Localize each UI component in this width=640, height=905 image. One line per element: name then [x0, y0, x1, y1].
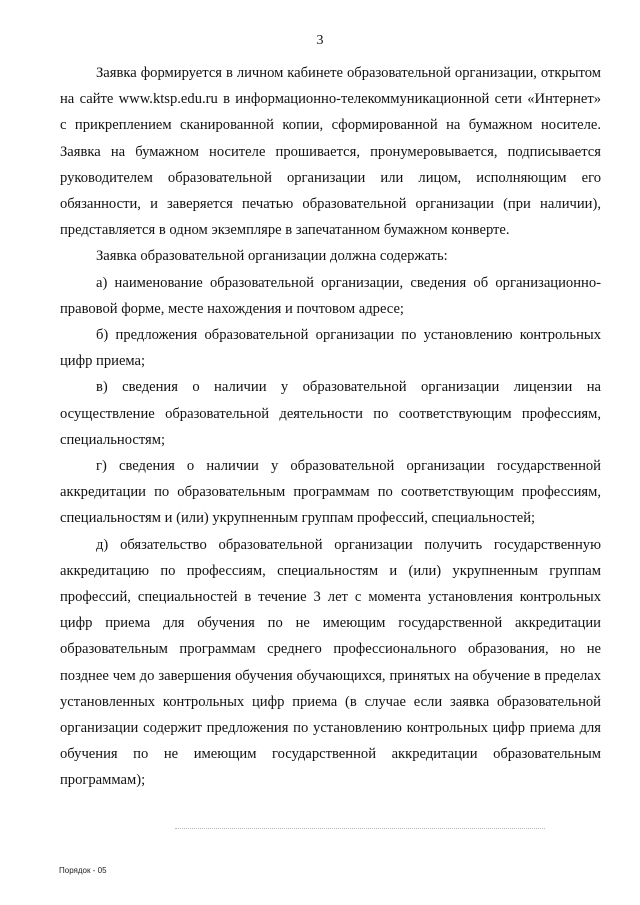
- paragraph-application-contents-intro: Заявка образовательной организации должна содержать:: [96, 248, 448, 265]
- document-body: [60, 60, 601, 794]
- list-item-b-admission-proposals: б) предложения образовательной организации по установлению контрольных цифр приема;: [60, 327, 601, 370]
- paragraph-application-submission: Заявка формируется в личном кабинете образовательной организации, открытом на сайте www.ktsp.edu.ru в информационно-телекоммуникационной сети «Интернет» с прикреплением сканированной копии, сформированной на бумажном носителе. Заявка на бумажном носителе прошивается, пронумеровывается, подписывается руководителем образовательной организации или лицом, исполняющим его обязанности, и заверяется печатью образовательной организации (при наличии), представляется в одном экземпляре в запечатанном бумажном конверте.: [60, 65, 601, 239]
- list-item-v-license-info: в) сведения о наличии у образовательной организации лицензии на осуществление образовательной деятельности по соответствующим профессиям, специальностям;: [60, 379, 601, 448]
- list-item-g-accreditation-info: г) сведения о наличии у образовательной организации государственной аккредитации по образовательным программам по соответствующим профессиям, специальностям и (или) укрупненным группам профессий, специальностей;: [60, 458, 601, 527]
- list-item-d-accreditation-obligation: д) обязательство образовательной организации получить государственную аккредитацию по профессиям, специальностям и (или) укрупненным группам профессий, специальностей в течение 3 лет с момента установления контрольных цифр приема для обучения по не имеющим государственной аккредитации образовательным программам среднего профессионального образования, но не позднее чем до завершения обучения обучающихся, принятых на обучение в пределах установленных контрольных цифр приема (в случае если заявка образовательной организации содержит предложения по установлению контрольных цифр приема для обучения по не имеющим государственной аккредитации образовательным программам);: [60, 536, 601, 789]
- footer-code: Порядок - 05: [59, 866, 107, 875]
- scan-artifact-line: [175, 828, 545, 829]
- page-number: 3: [316, 33, 324, 48]
- list-item-a-organization-name: а) наименование образовательной организации, сведения об организационно-правовой форме, месте нахождения и почтовом адресе;: [60, 274, 601, 317]
